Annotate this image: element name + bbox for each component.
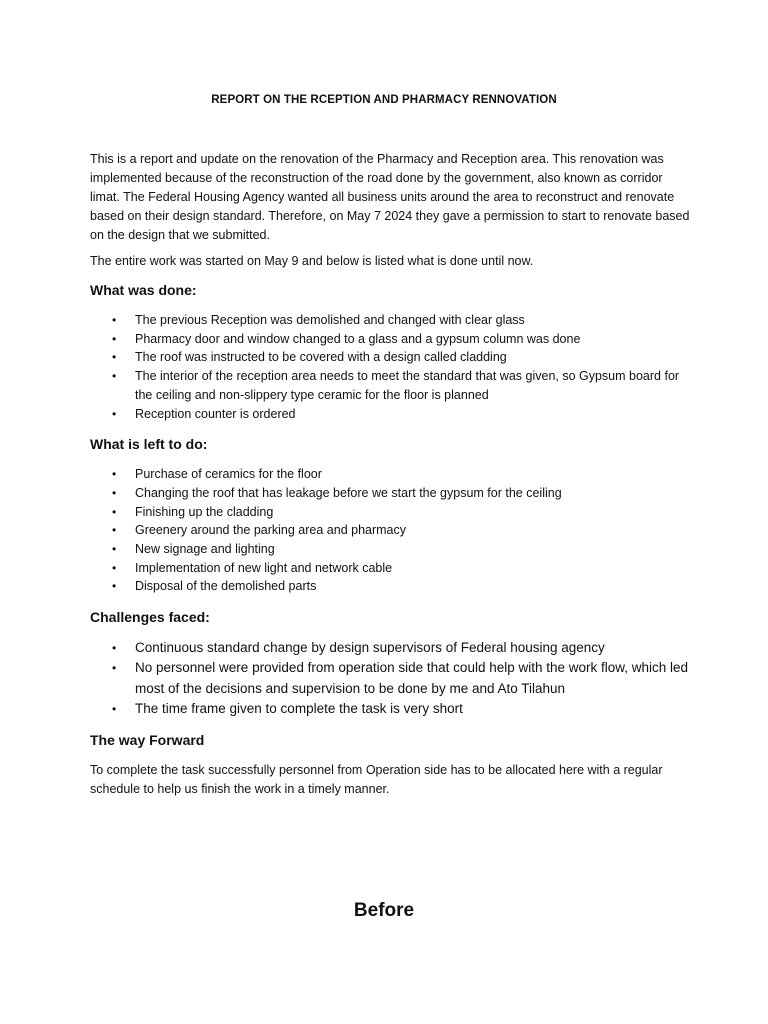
list-item-text: New signage and lighting (135, 542, 275, 557)
bullet-icon: • (112, 641, 117, 656)
bullet-icon: • (112, 369, 117, 384)
section-heading-challenges: Challenges faced: (90, 609, 210, 626)
list-item-text: No personnel were provided from operation side that could help with the work flow, which led most of the decisions and supervision to be done by me and Ato Tilahun (135, 660, 689, 696)
list-item-text: The roof was instructed to be covered with a design called cladding (135, 350, 507, 365)
list-item-text: Changing the roof that has leakage before we start the gypsum for the ceiling (135, 485, 562, 500)
list-item-text: Greenery around the parking area and pharmacy (135, 523, 406, 538)
list-item (90, 658, 690, 698)
section-heading-done: What was done: (90, 282, 197, 298)
list-item (90, 348, 690, 367)
bullet-icon: • (112, 701, 117, 716)
section-heading-left-to-do: What is left to do: (90, 436, 208, 453)
list-item (90, 484, 690, 503)
bullet-icon: • (112, 313, 117, 327)
list-item (90, 699, 690, 719)
way-forward-paragraph: To complete the task successfully personnel from Operation side has to be allocated here with a regular schedule to help us finish the work in a timely manner. (90, 762, 663, 796)
challenges-list (90, 638, 690, 719)
list-item-text: Pharmacy door and window changed to a glass and a gypsum column was done (135, 331, 581, 346)
list-item-text: Implementation of new light and network cable (135, 560, 393, 575)
bullet-icon: • (112, 467, 117, 482)
list-item (90, 311, 690, 330)
report-title: REPORT ON THE RCEPTION AND PHARMACY RENNOVATION (211, 94, 557, 106)
list-item (90, 465, 690, 484)
list-item (90, 577, 690, 596)
bullet-icon: • (112, 485, 117, 500)
left-to-do-list (90, 465, 690, 596)
bullet-icon: • (112, 504, 117, 519)
bullet-icon: • (112, 542, 117, 557)
list-item-text: The time frame given to complete the task is very short (135, 700, 463, 716)
bullet-icon: • (112, 579, 117, 594)
list-item-text: Finishing up the cladding (135, 504, 274, 519)
list-item-text: Purchase of ceramics for the floor (135, 467, 322, 482)
bullet-icon: • (112, 350, 117, 365)
start-paragraph: The entire work was started on May 9 and below is listed what is done until now. (90, 254, 534, 268)
list-item (90, 503, 690, 522)
list-item (90, 559, 690, 578)
list-item-text: The interior of the reception area needs to meet the standard that was given, so Gypsum board for the ceiling and non-slippery type ceramic for the floor is planned (135, 369, 680, 402)
list-item-text: The previous Reception was demolished and changed with clear glass (135, 313, 525, 327)
list-item (90, 638, 690, 658)
done-list (90, 311, 690, 423)
list-item (90, 405, 690, 424)
list-item (90, 540, 690, 559)
section-heading-way-forward: The way Forward (90, 731, 205, 748)
bullet-icon: • (112, 331, 117, 346)
list-item (90, 521, 690, 540)
list-item-text: Disposal of the demolished parts (135, 579, 317, 594)
list-item-text: Continuous standard change by design supervisors of Federal housing agency (135, 640, 605, 656)
report-body (90, 150, 690, 807)
list-item (90, 330, 690, 349)
intro-paragraph: This is a report and update on the renovation of the Pharmacy and Reception area. This renovation was implemented because of the reconstruction of the road done by the government, also known as corridor limat. The Federal Housing Agency wanted all business units around the area to reconstruct and renovate based on their design standard. Therefore, on May 7 2024 they gave a permission to start to renovate based on the design that we submitted. (90, 152, 690, 242)
bullet-icon: • (112, 406, 117, 421)
list-item-text: Reception counter is ordered (135, 406, 296, 421)
before-label: Before (353, 900, 415, 921)
bullet-icon: • (112, 560, 117, 575)
bullet-icon: • (112, 661, 117, 676)
bullet-icon: • (112, 523, 117, 538)
list-item (90, 367, 690, 404)
